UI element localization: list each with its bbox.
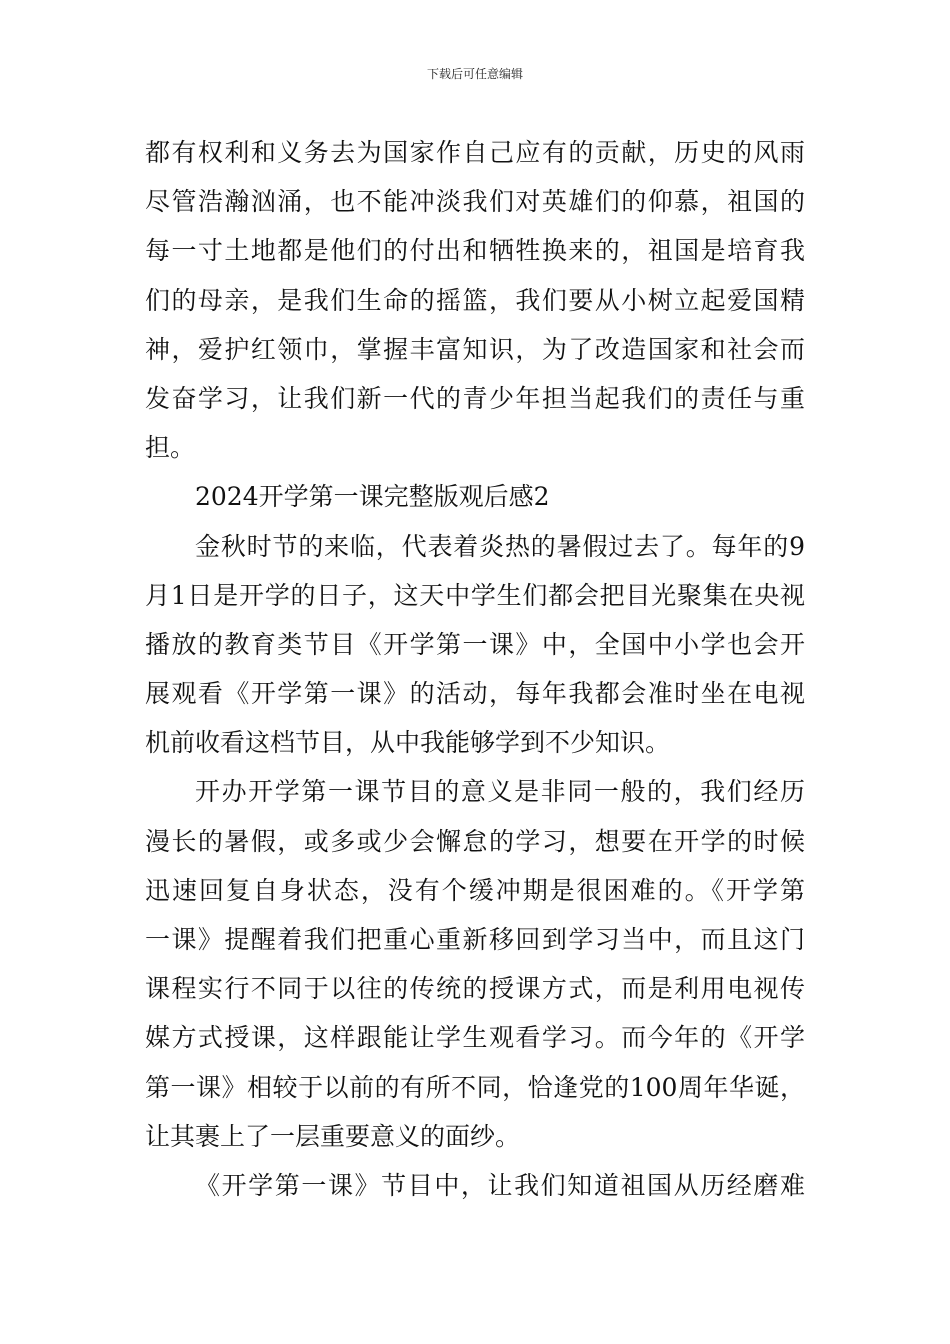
text-line: 课程实行不同于以往的传统的授课方式，而是利用电视传 <box>145 974 805 1004</box>
text-line: 第一课》相较于以前的有所不同，恰逢党的100周年华诞， <box>145 1072 805 1102</box>
text-line: 一课》提醒着我们把重心重新移回到学习当中，而且这门 <box>145 925 805 954</box>
text-line: 迅速回复自身状态，没有个缓冲期是很困难的。《开学第 <box>145 875 805 905</box>
text-line: 漫长的暑假，或多或少会懈怠的学习，想要在开学的时候 <box>145 826 805 856</box>
text-line: 们的母亲，是我们生命的摇篮，我们要从小树立起爱国精 <box>145 285 805 315</box>
section-heading: 2024开学第一课完整版观后感2 <box>195 482 550 512</box>
text-line: 担。 <box>145 433 196 463</box>
text-line: 媒方式授课，这样跟能让学生观看学习。而今年的《开学 <box>145 1023 805 1053</box>
document-body <box>145 128 805 1210</box>
text-line: 每一寸土地都是他们的付出和牺牲换来的，祖国是培育我 <box>145 236 805 266</box>
text-line: 尽管浩瀚汹涌，也不能冲淡我们对英雄们的仰慕，祖国的 <box>145 187 805 217</box>
text-line: 播放的教育类节目《开学第一课》中，全国中小学也会开 <box>145 629 805 659</box>
page-header: 下载后可任意编辑 <box>426 67 523 81</box>
text-line: 机前收看这档节目，从中我能够学到不少知识。 <box>145 728 671 758</box>
text-line: 展观看《开学第一课》的活动，每年我都会准时坐在电视 <box>145 679 805 709</box>
text-line: 都有权利和义务去为国家作自己应有的贡献，历史的风雨 <box>145 138 805 167</box>
text-line: 让其裹上了一层重要意义的面纱。 <box>145 1121 521 1151</box>
text-line: 金秋时节的来临，代表着炎热的暑假过去了。每年的9 <box>195 531 805 561</box>
text-line: 《开学第一课》节目中，让我们知道祖国从历经磨难 <box>195 1170 805 1200</box>
text-line: 月1日是开学的日子，这天中学生们都会把目光聚集在央视 <box>145 580 805 610</box>
text-line: 开办开学第一课节目的意义是非同一般的，我们经历 <box>195 777 805 807</box>
text-line: 发奋学习，让我们新一代的青少年担当起我们的责任与重 <box>145 383 805 413</box>
text-line: 神，爱护红领巾，掌握丰富知识，为了改造国家和社会而 <box>145 334 805 364</box>
